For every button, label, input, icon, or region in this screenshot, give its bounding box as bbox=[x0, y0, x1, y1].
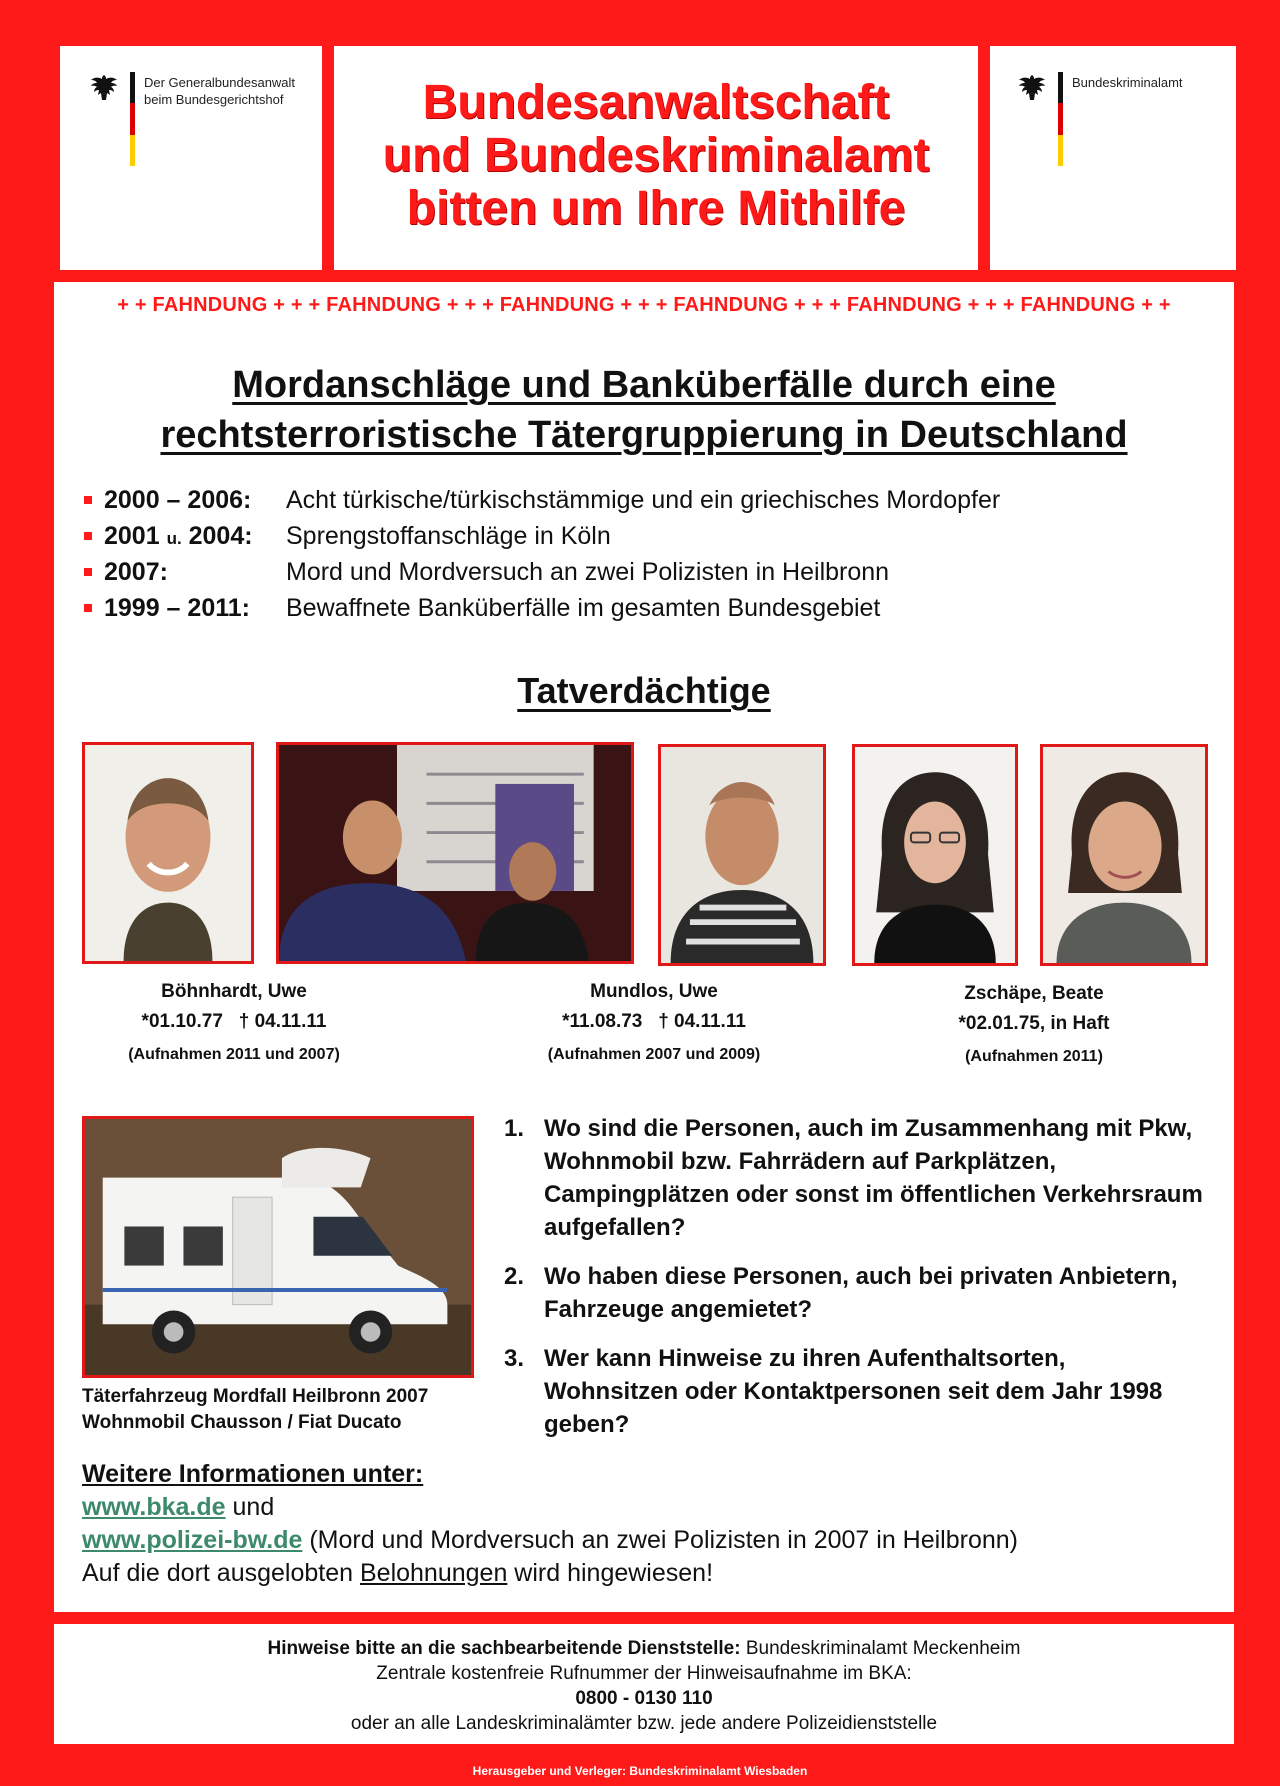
event-year: 2000 – 2006: bbox=[104, 485, 252, 514]
bullet-icon bbox=[84, 568, 92, 576]
german-flag-stripe bbox=[1058, 72, 1063, 166]
event-text: Acht türkische/türkischstämmige und ein griechisches Mordopfer bbox=[286, 485, 1001, 514]
page-title bbox=[334, 46, 978, 235]
suspect-caption-mundlos bbox=[504, 978, 804, 1072]
event-text: Mord und Mordversuch an zwei Polizisten in Heilbronn bbox=[286, 557, 890, 586]
title-line-3: bitten um Ihre Mithilfe bbox=[406, 182, 906, 235]
list-item bbox=[84, 554, 1000, 590]
list-item: 3. Wer kann Hinweise zu ihren Aufenthaltsorten, Wohnsitzen oder Kontaktpersonen seit dem Jahr 1998 geben? bbox=[504, 1345, 1163, 1438]
suspects-heading: Tatverdächtige bbox=[517, 670, 771, 711]
bullet-icon bbox=[84, 604, 92, 612]
event-year: 2007: bbox=[104, 557, 168, 586]
header-title-box bbox=[334, 46, 978, 270]
agency-logo-generalbundesanwalt bbox=[60, 46, 322, 166]
suspect-photo-group bbox=[276, 742, 634, 964]
title-line-1: Bundesanwaltschaft bbox=[422, 76, 890, 129]
headline-line-1: Mordanschläge und Banküberfälle durch eine bbox=[232, 364, 1056, 406]
suspect-dates: *01.10.77 † 04.11.11 bbox=[141, 1011, 327, 1032]
fahndung-ticker: + + FAHNDUNG + + + FAHNDUNG + + + FAHNDUNG + + + FAHNDUNG + + + FAHNDUNG + + + FAHNDUNG + + bbox=[117, 294, 1171, 316]
hotline-label: Zentrale kostenfreie Rufnummer der Hinweisaufnahme im BKA: bbox=[376, 1663, 912, 1684]
bka-link[interactable]: www.bka.de bbox=[82, 1493, 226, 1521]
federal-eagle-icon bbox=[88, 72, 122, 106]
event-text: Sprengstoffanschläge in Köln bbox=[286, 521, 611, 550]
german-flag-stripe bbox=[130, 72, 135, 166]
suspect-photo-note: (Aufnahmen 2011 und 2007) bbox=[128, 1046, 340, 1063]
header-left-agency-box bbox=[60, 46, 322, 270]
list-item bbox=[84, 590, 1000, 626]
more-info-title: Weitere Informationen unter: bbox=[82, 1460, 424, 1488]
suspect-photo-zschaepe-2 bbox=[1040, 744, 1208, 966]
bullet-icon bbox=[84, 496, 92, 504]
reward-note: Auf die dort ausgelobten Belohnungen wird hingewiesen! bbox=[82, 1559, 714, 1587]
vehicle-photo-motorhome bbox=[82, 1116, 474, 1378]
list-item bbox=[84, 518, 1000, 554]
suspect-photo-boehnhardt-1 bbox=[82, 742, 254, 964]
header-right-agency-box bbox=[990, 46, 1236, 270]
suspect-photo-zschaepe-1 bbox=[852, 744, 1018, 966]
contact-box bbox=[54, 1624, 1234, 1744]
agency-logo-bka bbox=[990, 46, 1236, 166]
list-item: 2. Wo haben diese Personen, auch bei privaten Anbietern, Fahrzeuge angemietet? bbox=[504, 1263, 1178, 1323]
more-info-section: Weitere Informationen unter: www.bka.de und www.polizei-bw.de (Mord und Mordversuch an zwei Polizisten in 2007 in Heilbronn) Auf die dort ausgelobten Belohnungen wird hingewiesen! bbox=[82, 1458, 1018, 1590]
headline-line-2: rechtsterroristische Tätergruppierung in Deutschland bbox=[160, 414, 1128, 456]
suspect-dates: *11.08.73 † 04.11.11 bbox=[562, 1011, 746, 1032]
event-year: 1999 – 2011: bbox=[104, 593, 250, 622]
suspect-photo-mundlos bbox=[658, 744, 826, 966]
contact-office: Hinweise bitte an die sachbearbeitende Dienststelle: Bundeskriminalamt Meckenheim bbox=[267, 1638, 1021, 1659]
main-content-panel bbox=[54, 282, 1234, 1612]
questions-list bbox=[504, 1112, 1204, 1457]
bullet-icon bbox=[84, 532, 92, 540]
polizei-bw-link[interactable]: www.polizei-bw.de bbox=[82, 1526, 303, 1554]
agency-name-generalbundesanwalt: Der Generalbundesanwalt beim Bundesgerichtshof bbox=[144, 75, 296, 107]
suspect-caption-zschaepe bbox=[884, 980, 1184, 1074]
suspect-caption-boehnhardt bbox=[84, 978, 384, 1072]
suspect-photo-note: (Aufnahmen 2011) bbox=[965, 1048, 1103, 1065]
suspect-name: Zschäpe, Beate bbox=[964, 983, 1104, 1004]
suspect-dates: *02.01.75, in Haft bbox=[958, 1013, 1110, 1034]
suspect-name: Mundlos, Uwe bbox=[590, 981, 718, 1002]
title-line-2: und Bundeskriminalamt bbox=[382, 129, 930, 182]
publisher-footer: Herausgeber und Verleger: Bundeskriminalamt Wiesbaden bbox=[472, 1764, 808, 1778]
suspect-photo-note: (Aufnahmen 2007 und 2009) bbox=[547, 1046, 761, 1063]
event-text: Bewaffnete Banküberfälle im gesamten Bundesgebiet bbox=[286, 593, 881, 622]
hotline-number: 0800 - 0130 110 bbox=[575, 1688, 713, 1709]
list-item: 1. Wo sind die Personen, auch im Zusammenhang mit Pkw, Wohnmobil bzw. Fahrrädern auf Parkplätzen, Campingplätzen oder sonst im öffentlichen Verkehrsraum aufgefallen? bbox=[504, 1115, 1203, 1241]
vehicle-caption: Täterfahrzeug Mordfall Heilbronn 2007 Wohnmobil Chausson / Fiat Ducato bbox=[82, 1386, 429, 1433]
contact-other: oder an alle Landeskriminalämter bzw. jede andere Polizeidienststelle bbox=[350, 1713, 938, 1734]
agency-name-bka: Bundeskriminalamt bbox=[1072, 75, 1183, 90]
list-item bbox=[84, 482, 1000, 518]
federal-eagle-icon bbox=[1016, 72, 1050, 106]
events-list bbox=[84, 482, 1000, 626]
event-year: 2001 u. 2004: bbox=[104, 521, 253, 550]
headline bbox=[54, 360, 1234, 460]
suspect-name: Böhnhardt, Uwe bbox=[161, 981, 307, 1002]
